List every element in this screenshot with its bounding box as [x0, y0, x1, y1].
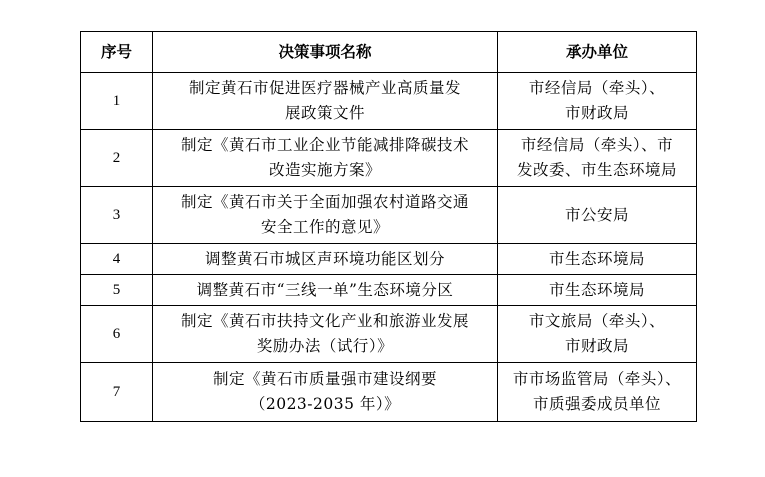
table-row: [81, 187, 697, 244]
table-row: [81, 73, 697, 130]
row-number: 4: [81, 244, 153, 275]
row-item-name: 调整黄石市“三线一单”生态环境分区: [153, 275, 498, 306]
row-number: 5: [81, 275, 153, 306]
table-row: [81, 244, 697, 275]
table-header-row: [81, 32, 697, 73]
row-unit: 市市场监管局（牵头）、 市质强委成员单位: [498, 363, 697, 422]
row-item-name: 制定《黄石市质量强市建设纲要 （2023-2035 年）》: [153, 363, 498, 422]
row-number: 1: [81, 73, 153, 130]
table-row: [81, 363, 697, 422]
row-unit: 市文旅局（牵头）、 市财政局: [498, 306, 697, 363]
row-unit: 市经信局（牵头）、 市财政局: [498, 73, 697, 130]
row-number: 2: [81, 130, 153, 187]
header-item-name: 决策事项名称: [153, 32, 498, 73]
row-item-name: 制定《黄石市关于全面加强农村道路交通 安全工作的意见》: [153, 187, 498, 244]
row-item-name: 制定黄石市促进医疗器械产业高质量发 展政策文件: [153, 73, 498, 130]
row-unit: 市生态环境局: [498, 244, 697, 275]
decision-items-table: [80, 31, 697, 422]
row-number: 3: [81, 187, 153, 244]
header-serial-number: 序号: [81, 32, 153, 73]
row-number: 7: [81, 363, 153, 422]
row-number: 6: [81, 306, 153, 363]
header-responsible-unit: 承办单位: [498, 32, 697, 73]
row-unit: 市公安局: [498, 187, 697, 244]
table-row: [81, 306, 697, 363]
table-row: [81, 130, 697, 187]
row-item-name: 制定《黄石市工业企业节能减排降碳技术 改造实施方案》: [153, 130, 498, 187]
table-row: [81, 275, 697, 306]
row-unit: 市生态环境局: [498, 275, 697, 306]
row-item-name: 调整黄石市城区声环境功能区划分: [153, 244, 498, 275]
row-unit: 市经信局（牵头）、市 发改委、市生态环境局: [498, 130, 697, 187]
row-item-name: 制定《黄石市扶持文化产业和旅游业发展 奖励办法（试行）》: [153, 306, 498, 363]
